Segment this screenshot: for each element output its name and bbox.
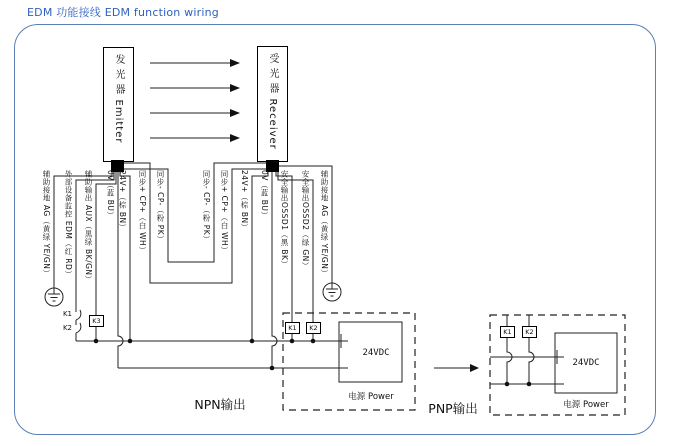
relay-coil-k3: K3 [89,315,104,327]
pnp-supply-label: 24VDC [572,358,600,368]
wire-label-emitter-24v: 24V+（棕 BN） [118,170,127,232]
npn-output-label: NPN输出 [194,397,246,412]
ground-icon-emitter [45,288,63,306]
wire-label-receiver-0v: 0V（蓝 BU） [260,170,269,220]
pnp-output-label: PNP输出 [428,401,478,416]
emitter-box [103,47,134,162]
receiver-box [257,46,288,162]
contact-label-k1: K1 [62,310,72,318]
npn-supply-label: 24VDC [362,348,390,358]
ground-icon-receiver [323,283,341,301]
npn-relay-coil-k1: K1 [285,322,300,334]
npn-relay-coil-k2: K2 [306,322,321,334]
receiver-label: 受 光 器 Receiver [267,53,278,150]
pnp-relay-coil-k1: K1 [500,326,515,338]
wire-label-receiver-ossd1: 安全输出OSSD1（黑 BK） [280,170,289,269]
contact-k1-blade [76,310,81,320]
wire-receiver-0v [272,172,277,368]
wire-label-receiver-ag: 辅助接地 AG（黄绿 YE/GN） [320,170,329,278]
wire-label-emitter-ag: 辅助接地 AG（黄绿 YE/GN） [42,170,51,278]
contact-k2-blade [76,323,81,333]
wire-label-emitter-cp-minus: 同步- CP-（粉 PK） [156,170,165,244]
pnp-power-label: 电源 Power [563,400,609,410]
wire-label-receiver-ossd2: 安全输出OSSD2（绿 GN） [301,170,310,270]
beam-arrows [150,59,240,142]
npn-power-label: 电源 Power [348,392,394,402]
wire-label-receiver-cp-plus: 同步+ CP+（白 WH） [220,170,229,255]
wire-label-emitter-edm: 外部设备监控 EDM（红 RD） [64,170,73,279]
wire-label-receiver-24v: 24V+（棕 BN） [240,170,249,232]
contact-label-k2: K2 [62,324,72,332]
variant-arrow [434,364,479,372]
wire-label-emitter-cp-plus: 同步+ CP+（白 WH） [138,170,147,255]
wire-label-emitter-aux: 辅助输出 AUX（黑绿 BK/GN） [84,170,93,284]
pnp-relay-coil-k2: K2 [522,326,537,338]
wire-label-emitter-0v: 0V（蓝 BU） [106,170,115,220]
junction-dots [94,339,532,387]
wire-label-receiver-cp-minus: 同步- CP-（粉 PK） [202,170,211,244]
page-title: EDM 功能接线 EDM function wiring [27,6,219,19]
emitter-label: 发 光 器 Emitter [113,54,124,144]
